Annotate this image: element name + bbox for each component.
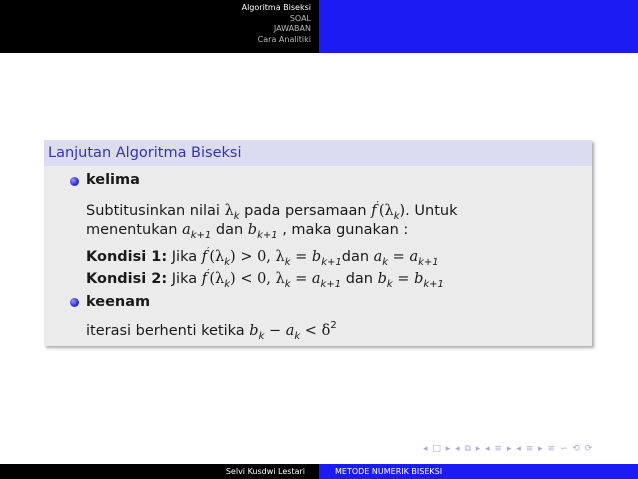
block-body	[44, 166, 592, 346]
beamer-nav-symbols[interactable]: ◂ □ ▸ ◂ ⧉ ▸ ◂ ≡ ▸ ◂ ≡ ▸ ≡ ∽ ⟲ ⟳	[423, 444, 594, 454]
condition-1-line: Kondisi 1: Jika $f'(\lambda_k) > 0$, $\lambda_k = b_{k+1}dan$ $a_k = a_{k+1}$	[86, 246, 439, 268]
bullet-icon	[70, 177, 79, 186]
header-section-nav	[0, 0, 319, 53]
bullet-icon	[70, 298, 79, 307]
item-text-line1: Subtitusinkan nilai $\lambda_k$ pada persamaan $f'(\lambda_k)$. Untuk	[86, 200, 458, 222]
header-right-panel	[319, 0, 638, 53]
content-block	[44, 140, 592, 346]
nav-section-cara-analitiki[interactable]: Cara Analitiki	[257, 34, 311, 44]
footer-bar	[0, 464, 638, 479]
footer-title: METODE NUMERIK BISEKSI	[319, 464, 638, 479]
condition-2-line: Kondisi 2: Jika $f'(\lambda_k) < 0$, $\lambda_k = a_{k+1}$ dan $b_k = b_{k+1}$	[86, 268, 444, 290]
item-text-line2: menentukan $a_{k+1}$ dan $b_{k+1}$ , maka gunakan :	[86, 222, 409, 241]
nav-section-soal[interactable]: SOAL	[289, 13, 311, 23]
section-nav-list	[242, 3, 311, 45]
header-bar	[0, 0, 638, 53]
nav-section-jawaban[interactable]: JAWABAN	[273, 24, 311, 33]
item-heading: keenam	[86, 294, 151, 310]
nav-section-algoritma-biseksi[interactable]: Algoritma Biseksi	[241, 3, 311, 12]
footer-author: Selvi Kusdwi Lestari	[0, 464, 319, 479]
item-heading: kelima	[86, 172, 140, 188]
block-title: Lanjutan Algoritma Biseksi	[44, 140, 592, 166]
item-text-line: iterasi berhenti ketika $b_k - a_k < \delta^2$	[86, 320, 337, 342]
